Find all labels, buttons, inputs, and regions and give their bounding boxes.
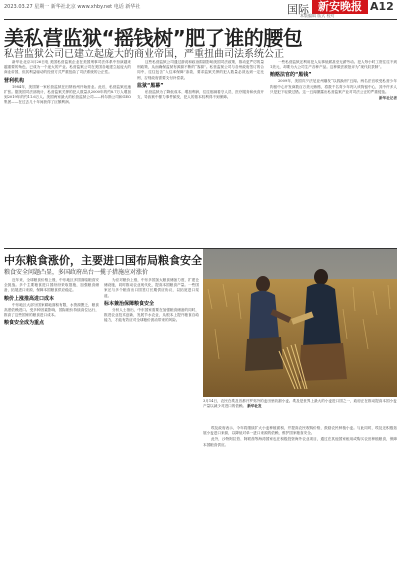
article1-column-2 (137, 60, 264, 246)
article2-paragraph: 分析人士指出，中东国家需要在加强粮食储备的同时，推进农业技术创新，发展节水农业，从根本上提升粮食自给能力，才能有效应对全球粮价波动带来的风险。 (104, 307, 199, 323)
article1-heading-1: 营利机构 (4, 77, 25, 84)
article1-paragraph: 私营监狱为了降低成本、增加利润，往往削减看守人员、医疗服务和伙食开支，导致狱中暴力事件频发，犯人的基本权利得不到保障。 (137, 89, 264, 100)
article1-heading-2: 监狱“黑幕” (137, 82, 164, 89)
article2-subtitle: 粮食安全问题凸显，多国政府出台一揽子措施应对涨价 (4, 269, 149, 276)
article1-intro: 新华社北京3月26日电 美国私营监狱企业在美国刑事司法体系中扮演越来越重要的角色，已成为一个庞大的产业。私营监狱公司在美国各地建立起庞大的商业帝国，但其利益驱动的经营方式严重扭曲了司法系统的公正性。 (4, 60, 131, 75)
section-name: 国际 (287, 3, 309, 16)
article2-paragraph: 近年来，全球粮食价格上涨，中东地区多国面临粮食安全挑战。多个主要粮食进口国纷纷采取措施，加强粮食储备，拓展进口来源，保障本国粮食供应稳定。 (4, 278, 99, 293)
article1-title: 美私营监狱“摇钱树”肥了谁的腰包 (4, 26, 303, 50)
article1-column-3 (270, 60, 397, 246)
article2-paragraph: 为应对粮价上涨，中东多国加大粮食储备力度，扩建仓储设施，同时推动农业现代化，提高本国粮食产量。一些国家还与多个粮食出口国签订长期供应协议，以拓宽进口渠道。 (104, 278, 199, 298)
article1-paragraph: 1984年，美国第一家私营监狱在田纳西州开始营业。此后，私营监狱迅速扩张。据美国司法部统计，私营监狱关押的犯人数量从2000年的约8.7万人增加到2019年的约11.6万人。美国两家最大的私营监狱公司——科尔斯公司和GEO集团——在过去几十年间获得了巨额利润。 (4, 84, 131, 105)
article2-heading-2: 粮食安全成为重点 (4, 320, 45, 327)
article2-heading-3: 标本兼治保障粮食安全 (104, 300, 155, 307)
article1-heading-3: 贿赂法官的“黑钱” (270, 72, 312, 79)
wheat-harvest-photo (203, 249, 397, 397)
article1-byline: 新华社记者 (379, 96, 397, 101)
article2-paragraph: 此外，沙特阿拉伯、阿联酋等海湾国家也在积极投资海外农业项目，通过在其他国家租用或购买农田种植粮食，保障本国粮食供应。 (203, 437, 397, 447)
header-divider (4, 19, 397, 20)
article2-column-2 (104, 278, 199, 580)
article1-subtitle: 私营监狱公司已建立起庞大的商业帝国，严重扭曲司法系统公正 (4, 49, 284, 60)
newspaper-logo: 新安晚报 (312, 0, 368, 14)
newspaper-header (0, 0, 401, 18)
caption-credit: 新华社发 (247, 404, 262, 409)
article2-paragraph: 埃及政府表示，今年将继续扩大小麦种植面积，并提高农民收购价格，鼓励农民种植小麦。与此同时，埃及还积极拓展小麦进口来源，以降低对单一进口来源的依赖，维护国家粮食安全。 (203, 426, 397, 436)
caption-text: 3月14日，农民在埃及首都开罗郊外的麦田里收割小麦。埃及是世界上最大的小麦进口国之一，政府正在推动提高本国小麦产量以减少对进口的依赖。 (203, 399, 397, 409)
article2-paragraph: 中东地区大部分国家耕地面积有限，水资源匮乏，粮食高度依赖进口。受多种因素影响，国际粮价持续高位运行，推高了这些国家的粮食进口成本。 (4, 302, 99, 318)
article1-paragraph: 一些私营监狱还利用犯人从事低薪甚至无薪劳动。犯人每小时工资往往不到1美元，却要为大公司生产各种产品。这种做法被批评为“现代奴隶制”。 (270, 60, 397, 70)
article1-column-1 (4, 60, 131, 246)
article1-paragraph: 2009年，美国宾夕法尼亚州爆发“以钱换刑”丑闻。两名法官收受私营少年拘留中心开发商数百万美元贿赂，将数千名青少年判入该拘留中心，其中许多人只是犯下轻微过错。这一丑闻暴露出私营监狱产业对司法公正的严重侵蚀。 (270, 79, 397, 94)
article2-column-3 (203, 426, 397, 580)
issue-date: 2023.03.27 星期一 新华社北京 www.xhby.net 电话 新华社 (4, 4, 141, 10)
article2-heading-1: 粮价上涨推高进口成本 (4, 295, 55, 302)
article2-column-1 (4, 278, 99, 580)
photo-caption (203, 399, 397, 409)
article1-paragraph: 这些私营监狱公司通过游说和政治捐款影响美国司法政策，推动更严厉的量刑政策，从而确保监狱有源源不断的“客源”。私营监狱公司与各州政府签订的合同中，往往包含“入住率保障”条款，要求监狱关押的犯人数量必须达到一定比例，否则政府需要支付补偿款。 (137, 60, 264, 80)
page-number: A12 (370, 0, 394, 13)
editor-credits: 本版编辑 版式 校对 (300, 13, 335, 18)
article2-title: 中东粮食涨价，主要进口国布局粮食安全 (4, 254, 202, 267)
